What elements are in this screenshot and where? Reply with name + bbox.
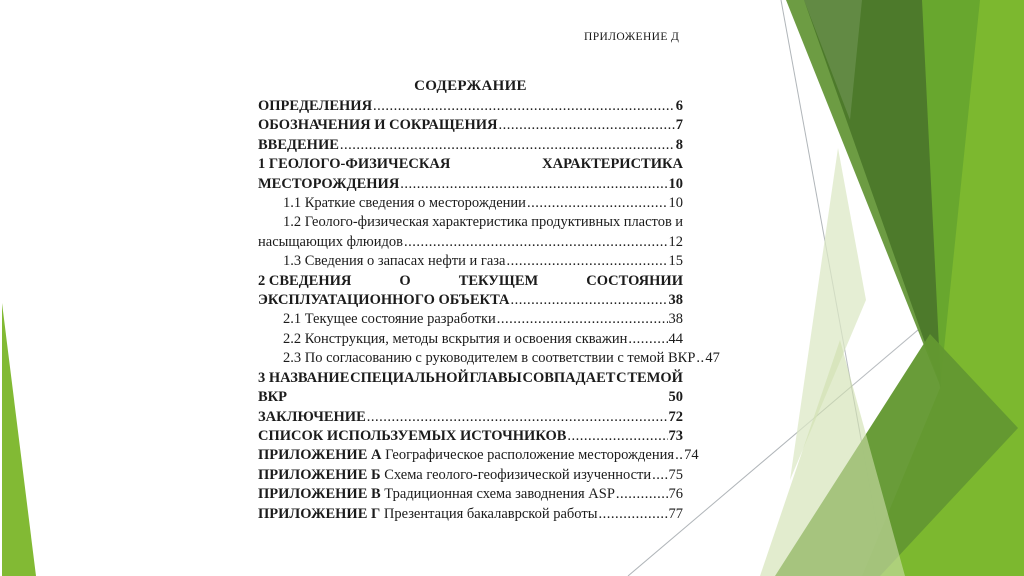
toc-word: и bbox=[675, 214, 683, 231]
dot-leader bbox=[404, 233, 668, 252]
toc-row bbox=[258, 213, 683, 232]
dot-leader bbox=[598, 505, 667, 524]
toc-word: СПЕЦИАЛЬНОЙ bbox=[350, 369, 469, 386]
toc-row bbox=[258, 136, 683, 155]
toc-row bbox=[258, 116, 683, 135]
dot-leader bbox=[527, 194, 668, 213]
toc-page-number: 76 bbox=[668, 486, 683, 503]
toc-word: ХАРАКТЕРИСТИКА bbox=[542, 156, 683, 173]
toc-entry-label: Географическое расположение месторождения bbox=[385, 447, 675, 464]
toc-word: 1.2 Геолого-физическая bbox=[283, 214, 429, 231]
dot-leader bbox=[506, 252, 667, 271]
toc-page-number: 72 bbox=[668, 408, 683, 425]
dot-leader bbox=[675, 446, 683, 465]
toc-entry-label: 2.1 Текущее состояние разработки bbox=[283, 311, 496, 328]
toc-row bbox=[258, 310, 683, 329]
dot-leader bbox=[400, 175, 667, 194]
dot-leader bbox=[340, 136, 675, 155]
toc-page-number: 44 bbox=[668, 330, 683, 347]
toc-row bbox=[258, 330, 683, 349]
toc-row bbox=[258, 485, 683, 504]
toc-page-number: 38 bbox=[668, 292, 683, 309]
toc-page-number: 38 bbox=[668, 311, 683, 328]
toc-row bbox=[258, 155, 683, 174]
page-title: СОДЕРЖАНИЕ bbox=[414, 78, 527, 94]
toc-entry-label: СПИСОК ИСПОЛЬЗУЕМЫХ ИСТОЧНИКОВ bbox=[258, 427, 567, 444]
dot-leader bbox=[510, 291, 667, 310]
dot-leader bbox=[497, 310, 668, 329]
toc-word: ТЕКУЩЕМ bbox=[458, 272, 539, 289]
toc-page-number: 10 bbox=[668, 175, 683, 192]
toc-word: 2 СВЕДЕНИЯ bbox=[258, 272, 352, 289]
toc-page-number: 12 bbox=[668, 233, 683, 250]
toc-entry-label: ОПРЕДЕЛЕНИЯ bbox=[258, 98, 373, 114]
dot-leader bbox=[367, 408, 668, 427]
toc-row bbox=[258, 194, 683, 213]
toc-page-number: 73 bbox=[668, 427, 683, 444]
toc-page-number: 77 bbox=[668, 505, 683, 522]
toc-rows bbox=[258, 97, 720, 524]
toc-entry-label: 1.3 Сведения о запасах нефти и газа bbox=[283, 253, 506, 270]
toc-page-number: 74 bbox=[684, 447, 699, 464]
toc-word: О bbox=[399, 272, 411, 289]
toc-row bbox=[258, 291, 683, 310]
toc-page-number: 6 bbox=[675, 98, 683, 114]
toc-row bbox=[258, 408, 683, 427]
dot-leader bbox=[616, 485, 668, 504]
toc-entry-label: ЭКСПЛУАТАЦИОННОГО ОБЪЕКТА bbox=[258, 292, 510, 309]
toc-row bbox=[258, 446, 699, 465]
toc-word: С bbox=[616, 369, 627, 386]
facet-left-sliver bbox=[2, 303, 36, 576]
toc-page-number: 8 bbox=[675, 136, 683, 153]
dot-leader bbox=[652, 466, 667, 485]
appendix-label: ПРИЛОЖЕНИЕ Д bbox=[584, 31, 680, 43]
toc-entry-prefix: ПРИЛОЖЕНИЕ В bbox=[258, 486, 385, 503]
toc-row bbox=[258, 369, 683, 388]
toc-row bbox=[258, 97, 683, 116]
toc-page-number: 15 bbox=[668, 253, 683, 270]
toc-page-number: 75 bbox=[668, 466, 683, 483]
toc-word: продуктивных bbox=[531, 214, 621, 231]
toc-word: характеристика bbox=[432, 214, 528, 231]
toc-entry-label: ОБОЗНАЧЕНИЯ И СОКРАЩЕНИЯ bbox=[258, 117, 498, 134]
toc-entry-label: 2.3 По согласованию с руководителем в соответствии с темой ВКР bbox=[283, 350, 696, 367]
toc-word: ТЕМОЙ bbox=[627, 369, 683, 386]
dot-leader bbox=[498, 116, 674, 135]
toc-entry-prefix: ПРИЛОЖЕНИЕ Б bbox=[258, 466, 385, 483]
dot-leader bbox=[696, 349, 704, 368]
toc-entry-label: Традиционная схема заводнения ASP bbox=[384, 486, 615, 503]
toc-row bbox=[258, 349, 720, 368]
toc-entry-label: Схема геолого-геофизической изученности bbox=[384, 466, 652, 483]
toc-entry-label: ВВЕДЕНИЕ bbox=[258, 136, 339, 153]
toc-row bbox=[258, 175, 683, 194]
toc-entry-label: МЕСТОРОЖДЕНИЯ bbox=[258, 175, 400, 192]
dot-leader bbox=[628, 330, 667, 349]
toc-entry-prefix: ПРИЛОЖЕНИЕ Г bbox=[258, 505, 384, 522]
dot-leader bbox=[567, 427, 667, 446]
toc-word: 3 НАЗВАНИЕ bbox=[258, 369, 350, 386]
toc-word: ГЛАВЫ bbox=[469, 369, 522, 386]
table-of-contents bbox=[258, 77, 720, 524]
dot-leader bbox=[373, 97, 675, 116]
toc-entry-label: Презентация бакалаврской работы bbox=[383, 505, 598, 522]
toc-page-number: 7 bbox=[675, 117, 683, 134]
toc-row bbox=[258, 466, 683, 485]
toc-word: пластов bbox=[623, 214, 672, 231]
toc-word: 1 ГЕОЛОГО-ФИЗИЧЕСКАЯ bbox=[258, 156, 451, 173]
toc-page-number: 50 bbox=[668, 389, 683, 406]
toc-entry-label: ЗАКЛЮЧЕНИЕ bbox=[258, 408, 366, 425]
toc-word: СОВПАДАЕТ bbox=[522, 369, 616, 386]
toc-page-number: 47 bbox=[705, 350, 720, 367]
toc-entry-prefix: ПРИЛОЖЕНИЕ А bbox=[258, 447, 386, 464]
toc-entry-label: 1.1 Краткие сведения о месторождении bbox=[283, 195, 526, 212]
toc-entry-label: 2.2 Конструкция, методы вскрытия и освоения скважин bbox=[283, 330, 628, 347]
toc-entry-label: насыщающих флюидов bbox=[258, 233, 403, 250]
toc-entry-label: ВКР bbox=[258, 389, 288, 406]
toc-row bbox=[258, 233, 683, 252]
toc-word: СОСТОЯНИИ bbox=[586, 272, 683, 289]
toc-row bbox=[258, 272, 683, 291]
toc-row bbox=[258, 505, 683, 524]
toc-page-number: 10 bbox=[668, 195, 683, 212]
toc-row bbox=[258, 252, 683, 271]
toc-row bbox=[258, 388, 683, 407]
toc-row bbox=[258, 427, 683, 446]
